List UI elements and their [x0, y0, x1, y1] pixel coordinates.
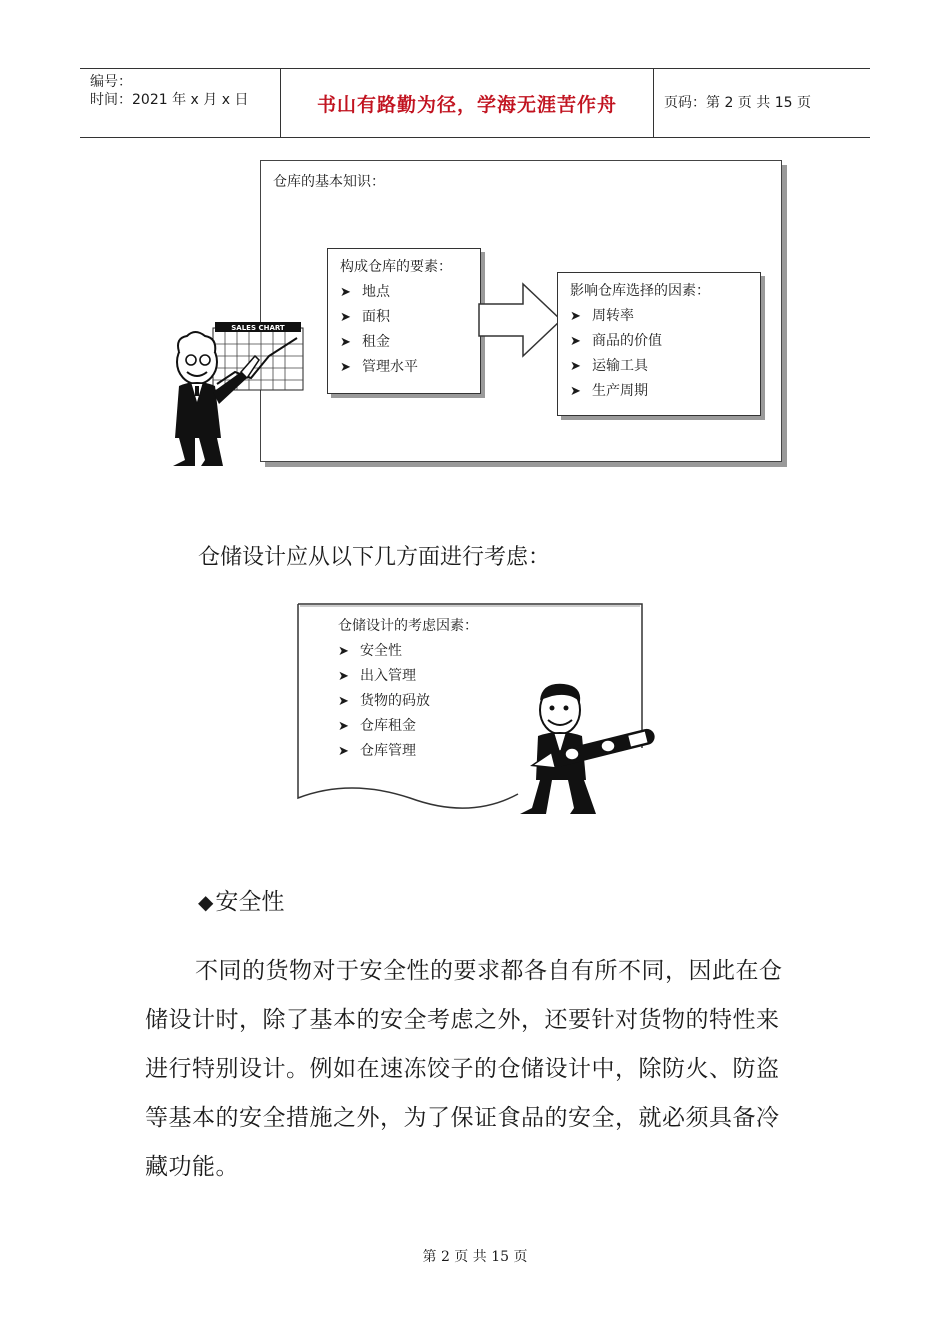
header-center-cell	[281, 69, 654, 137]
design-factors-list	[338, 639, 478, 764]
list-item: ➤ 出入管理	[338, 664, 478, 689]
bullet-arrow-icon: ➤	[340, 335, 351, 350]
elements-list	[328, 280, 480, 380]
section-body: 不同的货物对于安全性的要求都各自有所不同，因此在仓储设计时，除了基本的安全考虑之外，还要针对货物的特性来进行特别设计。例如在速冻饺子的仓储设计中，除防火、防盗等基本的安全措施之外，为了保证食品的安全，就必须具备冷藏功能。	[145, 958, 783, 1180]
writer-cartoon-icon	[512, 680, 662, 820]
section-heading	[198, 883, 284, 916]
factors-box	[557, 272, 761, 416]
list-item: ➤ 商品的价值	[570, 329, 760, 354]
bullet-arrow-icon: ➤	[570, 384, 581, 399]
list-item: ➤ 管理水平	[340, 355, 480, 380]
list-item: ➤ 周转率	[570, 304, 760, 329]
bullet-arrow-icon: ➤	[570, 359, 581, 374]
motto: 书山有路勤为径，学海无涯苦作舟	[316, 93, 617, 116]
section-title: 安全性	[215, 889, 285, 915]
bullet-arrow-icon: ➤	[338, 644, 349, 659]
page-footer: 第 2 页 共 15 页	[422, 1249, 528, 1265]
list-item: ➤ 仓库租金	[338, 714, 478, 739]
list-item: ➤ 地点	[340, 280, 480, 305]
list-item: ➤ 租金	[340, 330, 480, 355]
serial-label: 编号：	[90, 74, 132, 90]
bullet-arrow-icon: ➤	[338, 694, 349, 709]
list-item: ➤ 安全性	[338, 639, 478, 664]
bullet-arrow-icon: ➤	[570, 334, 581, 349]
bullet-arrow-icon: ➤	[338, 719, 349, 734]
header-right-cell	[654, 69, 870, 137]
list-item: ➤ 仓库管理	[338, 739, 478, 764]
presenter-cartoon-icon	[165, 320, 315, 470]
bullet-arrow-icon: ➤	[338, 669, 349, 684]
list-item: ➤ 面积	[340, 305, 480, 330]
list-item: ➤ 货物的码放	[338, 689, 478, 714]
lead-paragraph: 仓储设计应从以下几方面进行考虑：	[198, 545, 551, 570]
factors-title: 影响仓库选择的因素：	[570, 283, 710, 299]
header-table	[80, 68, 870, 138]
bullet-arrow-icon: ➤	[338, 744, 349, 759]
diamond-bullet-icon: ◆	[198, 890, 214, 914]
bullet-arrow-icon: ➤	[340, 310, 351, 325]
header-left-cell	[80, 69, 281, 137]
date-label: 时间：2021 年 x 月 x 日	[90, 92, 249, 108]
bullet-arrow-icon: ➤	[340, 285, 351, 300]
factors-list	[558, 304, 760, 404]
list-item: ➤ 运输工具	[570, 354, 760, 379]
bullet-arrow-icon: ➤	[340, 360, 351, 375]
design-factors-figure	[290, 598, 670, 826]
page-label: 页码：第 2 页 共 15 页	[664, 94, 811, 111]
design-factors-list-block	[338, 614, 478, 764]
bullet-arrow-icon: ➤	[570, 309, 581, 324]
warehouse-basics-figure	[165, 160, 785, 470]
design-factors-title: 仓储设计的考虑因素：	[338, 618, 478, 634]
frame-title: 仓库的基本知识：	[273, 174, 385, 190]
big-right-arrow-icon	[475, 282, 565, 358]
elements-title: 构成仓库的要素：	[340, 259, 452, 275]
elements-box	[327, 248, 481, 394]
sales-chart-caption: SALES CHART	[231, 324, 285, 332]
list-item: ➤ 生产周期	[570, 379, 760, 404]
